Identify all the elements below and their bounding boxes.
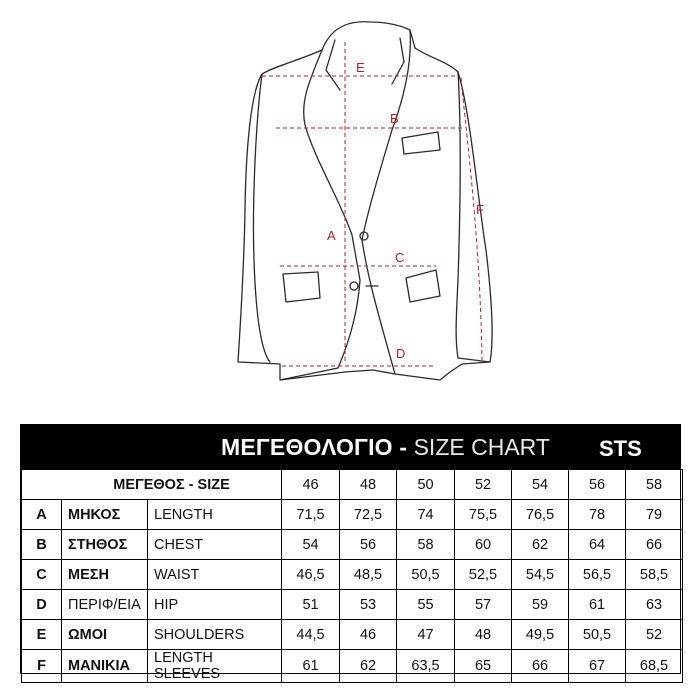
table-row	[22, 500, 683, 530]
size-chart-header	[21, 425, 680, 469]
row-greek-label: ΠΕΡΙΦ/ΕΙΑ	[62, 590, 148, 620]
row-letter: D	[22, 590, 62, 620]
value-cell: 57	[455, 590, 512, 620]
label-a: A	[327, 228, 336, 243]
row-english-label: CHEST	[148, 530, 282, 560]
value-cell: 62	[340, 650, 397, 683]
label-e: E	[356, 60, 365, 75]
table-row	[22, 530, 683, 560]
row-letter: A	[22, 500, 62, 530]
value-cell: 53	[340, 590, 397, 620]
row-english-label: WAIST	[148, 560, 282, 590]
row-letter: E	[22, 620, 62, 650]
title-greek: ΜΕΓΕΘΟΛΟΓΙΟ -	[221, 434, 408, 460]
value-cell: 48,5	[340, 560, 397, 590]
value-cell: 58,5	[626, 560, 683, 590]
size-cell: 48	[340, 470, 397, 500]
value-cell: 51	[282, 590, 340, 620]
size-cell: 46	[282, 470, 340, 500]
row-letter: B	[22, 530, 62, 560]
value-cell: 59	[512, 590, 569, 620]
value-cell: 64	[569, 530, 626, 560]
size-cell: 58	[626, 470, 683, 500]
row-greek-label: ΜΗΚΟΣ	[62, 500, 148, 530]
table-row	[22, 590, 683, 620]
value-cell: 52	[626, 620, 683, 650]
size-chart	[20, 424, 681, 682]
label-d: D	[396, 346, 406, 361]
table-row	[22, 650, 683, 683]
value-cell: 62	[512, 530, 569, 560]
row-english-label: SHOULDERS	[148, 620, 282, 650]
value-cell: 66	[626, 530, 683, 560]
value-cell: 66	[512, 650, 569, 683]
size-cell: 54	[512, 470, 569, 500]
size-cell: 50	[397, 470, 455, 500]
size-header-label: ΜΕΓΕΘΟΣ - SIZE	[22, 470, 282, 500]
value-cell: 48	[455, 620, 512, 650]
value-cell: 49,5	[512, 620, 569, 650]
row-letter: F	[22, 650, 62, 683]
size-cell: 56	[569, 470, 626, 500]
value-cell: 44,5	[282, 620, 340, 650]
size-cell: 52	[455, 470, 512, 500]
value-cell: 46	[340, 620, 397, 650]
value-cell: 75,5	[455, 500, 512, 530]
value-cell: 71,5	[282, 500, 340, 530]
row-greek-label: ΣΤΗΘΟΣ	[62, 530, 148, 560]
brand-label: STS	[599, 436, 642, 461]
row-english-label: LENGTH SLEEVES	[148, 650, 282, 683]
value-cell: 50,5	[397, 560, 455, 590]
value-cell: 61	[569, 590, 626, 620]
label-c: C	[395, 250, 405, 265]
row-letter: C	[22, 560, 62, 590]
value-cell: 58	[397, 530, 455, 560]
label-b: B	[390, 111, 399, 126]
label-f: F	[476, 202, 484, 217]
value-cell: 76,5	[512, 500, 569, 530]
value-cell: 63	[626, 590, 683, 620]
table-row	[22, 560, 683, 590]
value-cell: 56,5	[569, 560, 626, 590]
row-english-label: LENGTH	[148, 500, 282, 530]
row-greek-label: ΜΑΝΙΚΙΑ	[62, 650, 148, 683]
value-cell: 47	[397, 620, 455, 650]
value-cell: 50,5	[569, 620, 626, 650]
size-header-row	[22, 470, 683, 500]
row-greek-label: ΩΜΟΙ	[62, 620, 148, 650]
value-cell: 60	[455, 530, 512, 560]
value-cell: 56	[340, 530, 397, 560]
value-cell: 78	[569, 500, 626, 530]
value-cell: 72,5	[340, 500, 397, 530]
value-cell: 54,5	[512, 560, 569, 590]
value-cell: 74	[397, 500, 455, 530]
value-cell: 52,5	[455, 560, 512, 590]
value-cell: 63,5	[397, 650, 455, 683]
size-table	[21, 469, 683, 683]
value-cell: 46,5	[282, 560, 340, 590]
value-cell: 68,5	[626, 650, 683, 683]
value-cell: 55	[397, 590, 455, 620]
value-cell: 65	[455, 650, 512, 683]
title-english: SIZE CHART	[413, 434, 550, 460]
table-row	[22, 620, 683, 650]
value-cell: 61	[282, 650, 340, 683]
row-english-label: HIP	[148, 590, 282, 620]
size-chart-title	[221, 434, 550, 461]
row-greek-label: ΜΕΣΗ	[62, 560, 148, 590]
value-cell: 79	[626, 500, 683, 530]
value-cell: 54	[282, 530, 340, 560]
value-cell: 67	[569, 650, 626, 683]
